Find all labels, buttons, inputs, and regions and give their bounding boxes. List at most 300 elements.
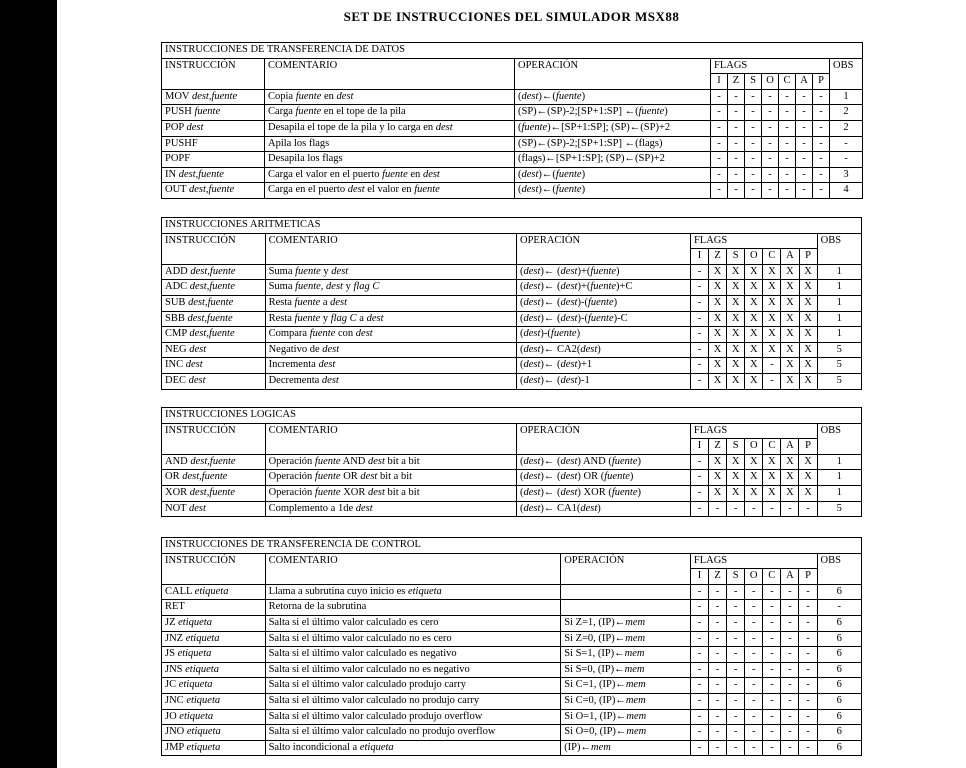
section-table-transferencia-datos xyxy=(161,42,863,199)
flag-cell-c: X xyxy=(763,311,781,327)
flag-cell-z: X xyxy=(709,470,727,486)
flag-cell-p: X xyxy=(799,358,817,374)
flag-cell-i: - xyxy=(690,600,708,616)
operation-cell: (dest)← (dest) AND (fuente) xyxy=(516,454,690,470)
comment-cell: Compara fuente con dest xyxy=(265,327,516,343)
flag-cell-s: X xyxy=(727,280,745,296)
flag-cell-z: X xyxy=(709,342,727,358)
comment-cell: Salta si el último valor calculado no es negativo xyxy=(265,662,561,678)
flag-name-o: O xyxy=(762,74,779,90)
flag-cell-a: X xyxy=(781,373,799,389)
flag-cell-o: X xyxy=(745,280,763,296)
operation-cell: Si S=0, (IP)←mem xyxy=(561,662,691,678)
obs-cell: - xyxy=(817,600,861,616)
operation-cell: Si C=1, (IP)←mem xyxy=(561,678,691,694)
flag-cell-s: X xyxy=(727,295,745,311)
comment-cell: Carga en el puerto dest el valor en fuente xyxy=(265,183,515,199)
obs-cell: 5 xyxy=(817,358,861,374)
operation-cell: Si Z=0, (IP)←mem xyxy=(561,631,691,647)
comment-cell: Desapila el tope de la pila y lo carga en dest xyxy=(265,120,515,136)
flag-cell-z: - xyxy=(728,120,745,136)
header-operacion: OPERACIÓN xyxy=(516,233,690,249)
flag-cell-z: - xyxy=(708,584,726,600)
flag-cell-z: X xyxy=(709,454,727,470)
header-row xyxy=(162,233,862,249)
flag-cell-a: - xyxy=(781,693,799,709)
flag-cell-a: - xyxy=(781,584,799,600)
flag-cell-p: - xyxy=(813,167,830,183)
obs-cell: 6 xyxy=(817,615,861,631)
flag-name-p: P xyxy=(813,74,830,90)
table-row xyxy=(162,280,862,296)
obs-cell: 6 xyxy=(817,693,861,709)
flag-cell-c: - xyxy=(779,120,796,136)
flag-cell-a: - xyxy=(781,501,799,517)
flag-cell-i: - xyxy=(690,470,708,486)
table-row xyxy=(162,647,862,663)
header-blank xyxy=(817,249,861,265)
instruction-cell: JZ etiqueta xyxy=(162,615,266,631)
flag-cell-o: X xyxy=(745,311,763,327)
flag-cell-i: - xyxy=(690,342,708,358)
flag-cell-s: X xyxy=(727,327,745,343)
flag-cell-p: - xyxy=(813,120,830,136)
comment-cell: Resta fuente y flag C a dest xyxy=(265,311,516,327)
flag-name-c: C xyxy=(763,439,781,455)
operation-cell: (IP)←mem xyxy=(561,740,691,756)
comment-cell: Salta si el último valor calculado produjo overflow xyxy=(265,709,561,725)
flag-cell-o: X xyxy=(745,454,763,470)
flag-cell-s: - xyxy=(745,120,762,136)
operation-cell: (dest)-(fuente) xyxy=(516,327,690,343)
flag-cell-i: - xyxy=(690,327,708,343)
instruction-cell: JNS etiqueta xyxy=(162,662,266,678)
obs-cell: 1 xyxy=(817,485,861,501)
instruction-cell: PUSHF xyxy=(162,136,265,152)
flag-cell-c: X xyxy=(763,485,781,501)
comment-cell: Copia fuente en dest xyxy=(265,89,515,105)
flag-cell-z: - xyxy=(708,631,726,647)
flag-name-o: O xyxy=(745,249,763,265)
flag-name-a: A xyxy=(781,249,799,265)
flag-cell-i: - xyxy=(690,295,708,311)
operation-cell: (dest)← CA1(dest) xyxy=(516,501,690,517)
flag-cell-p: - xyxy=(799,501,817,517)
section-title: INSTRUCCIONES ARITMETICAS xyxy=(162,218,862,234)
obs-cell: 6 xyxy=(817,725,861,741)
flag-cell-o: - xyxy=(762,120,779,136)
flag-cell-z: X xyxy=(709,485,727,501)
operation-cell: Si O=0, (IP)←mem xyxy=(561,725,691,741)
table-row xyxy=(162,470,862,486)
flag-cell-o: - xyxy=(762,89,779,105)
flag-cell-z: X xyxy=(709,358,727,374)
flag-cell-o: X xyxy=(745,327,763,343)
instruction-cell: IN dest,fuente xyxy=(162,167,265,183)
table-row xyxy=(162,136,863,152)
instruction-cell: JMP etiqueta xyxy=(162,740,266,756)
flag-cell-p: X xyxy=(799,373,817,389)
obs-cell: - xyxy=(830,152,863,168)
flag-cell-a: X xyxy=(781,485,799,501)
flag-cell-c: - xyxy=(763,584,781,600)
operation-cell: (dest)←(fuente) xyxy=(515,167,711,183)
header-blank xyxy=(516,439,690,455)
flag-cell-i: - xyxy=(711,167,728,183)
flag-cell-p: - xyxy=(799,693,817,709)
comment-cell: Salta si el último valor calculado es cero xyxy=(265,615,561,631)
table-row xyxy=(162,584,862,600)
flag-name-s: S xyxy=(727,249,745,265)
obs-cell: 1 xyxy=(817,264,861,280)
operation-cell: (dest)← (dest) OR (fuente) xyxy=(516,470,690,486)
flag-cell-c: - xyxy=(763,631,781,647)
flag-cell-z: - xyxy=(708,709,726,725)
flag-cell-p: - xyxy=(813,152,830,168)
header-flags: FLAGS xyxy=(690,233,817,249)
flag-cell-c: - xyxy=(763,501,781,517)
obs-cell: 1 xyxy=(817,280,861,296)
flag-cell-o: - xyxy=(745,615,763,631)
operation-cell: (SP)←(SP)-2;[SP+1:SP] ←(flags) xyxy=(515,136,711,152)
header-row xyxy=(162,553,862,569)
header-comentario: COMENTARIO xyxy=(265,233,516,249)
flag-cell-o: - xyxy=(745,678,763,694)
flag-name-a: A xyxy=(781,439,799,455)
flag-names-row xyxy=(162,249,862,265)
comment-cell: Desapila los flags xyxy=(265,152,515,168)
flag-name-z: Z xyxy=(709,249,727,265)
operation-cell xyxy=(561,600,691,616)
flag-name-i: I xyxy=(690,569,708,585)
instruction-cell: OR dest,fuente xyxy=(162,470,266,486)
obs-cell: 2 xyxy=(830,120,863,136)
flag-cell-s: - xyxy=(745,136,762,152)
flag-cell-s: - xyxy=(727,740,745,756)
table-row xyxy=(162,311,862,327)
flag-cell-z: X xyxy=(709,327,727,343)
instruction-cell: JS etiqueta xyxy=(162,647,266,663)
flag-cell-a: - xyxy=(796,136,813,152)
operation-cell: (SP)←(SP)-2;[SP+1:SP] ←(fuente) xyxy=(515,105,711,121)
flag-cell-i: - xyxy=(690,280,708,296)
obs-cell: 5 xyxy=(817,501,861,517)
flag-cell-o: - xyxy=(745,662,763,678)
flag-cell-p: - xyxy=(799,647,817,663)
table-row xyxy=(162,631,862,647)
table-row xyxy=(162,501,862,517)
header-blank xyxy=(162,569,266,585)
comment-cell: Carga fuente en el tope de la pila xyxy=(265,105,515,121)
table-row xyxy=(162,183,863,199)
flag-cell-c: X xyxy=(763,342,781,358)
flag-cell-a: X xyxy=(781,358,799,374)
flag-cell-o: X xyxy=(745,295,763,311)
flag-name-c: C xyxy=(779,74,796,90)
flag-cell-i: - xyxy=(690,709,708,725)
obs-cell: 2 xyxy=(830,105,863,121)
flag-cell-s: - xyxy=(727,615,745,631)
header-row xyxy=(162,58,863,74)
flag-cell-c: - xyxy=(779,105,796,121)
section-title-row xyxy=(162,408,862,424)
header-blank xyxy=(561,569,691,585)
flag-cell-i: - xyxy=(690,454,708,470)
flag-cell-i: - xyxy=(690,740,708,756)
flag-names-row xyxy=(162,74,863,90)
flag-cell-s: X xyxy=(727,373,745,389)
flag-cell-s: - xyxy=(745,167,762,183)
flag-cell-z: - xyxy=(728,105,745,121)
flag-cell-i: - xyxy=(690,693,708,709)
comment-cell: Resta fuente a dest xyxy=(265,295,516,311)
flag-cell-p: - xyxy=(813,183,830,199)
header-blank xyxy=(265,74,515,90)
comment-cell: Suma fuente, dest y flag C xyxy=(265,280,516,296)
operation-cell: (flags)←[SP+1:SP]; (SP)←(SP)+2 xyxy=(515,152,711,168)
flag-cell-p: - xyxy=(799,631,817,647)
flag-cell-c: - xyxy=(763,740,781,756)
flag-cell-s: - xyxy=(727,709,745,725)
comment-cell: Salta si el último valor calculado es negativo xyxy=(265,647,561,663)
flag-cell-o: X xyxy=(745,358,763,374)
flag-cell-i: - xyxy=(711,105,728,121)
flag-cell-i: - xyxy=(690,264,708,280)
flag-cell-z: - xyxy=(728,183,745,199)
operation-cell xyxy=(561,584,691,600)
header-blank xyxy=(265,569,561,585)
flag-cell-p: - xyxy=(799,709,817,725)
flag-cell-i: - xyxy=(690,373,708,389)
obs-cell: 6 xyxy=(817,584,861,600)
instruction-cell: RET xyxy=(162,600,266,616)
flag-cell-a: - xyxy=(796,105,813,121)
table-row xyxy=(162,678,862,694)
operation-cell: (dest)← (dest)+1 xyxy=(516,358,690,374)
obs-cell: 6 xyxy=(817,678,861,694)
flag-cell-a: X xyxy=(781,311,799,327)
flag-cell-c: - xyxy=(779,152,796,168)
flag-cell-a: - xyxy=(781,631,799,647)
operation-cell: (dest)←(fuente) xyxy=(515,183,711,199)
operation-cell: (fuente)←[SP+1:SP]; (SP)←(SP)+2 xyxy=(515,120,711,136)
section-table-aritmeticas xyxy=(161,217,862,390)
header-operacion: OPERACIÓN xyxy=(561,553,691,569)
header-obs: OBS xyxy=(817,423,861,439)
section-title: INSTRUCCIONES DE TRANSFERENCIA DE CONTROL xyxy=(162,538,862,554)
instruction-cell: PUSH fuente xyxy=(162,105,265,121)
table-row xyxy=(162,454,862,470)
flag-cell-i: - xyxy=(711,89,728,105)
flag-cell-c: X xyxy=(763,454,781,470)
obs-cell: 6 xyxy=(817,740,861,756)
instruction-cell: JNZ etiqueta xyxy=(162,631,266,647)
flag-cell-p: X xyxy=(799,264,817,280)
flag-cell-s: X xyxy=(727,311,745,327)
flag-names-row xyxy=(162,439,862,455)
header-blank xyxy=(817,569,861,585)
flag-cell-p: X xyxy=(799,485,817,501)
table-row xyxy=(162,120,863,136)
obs-cell: 5 xyxy=(817,373,861,389)
flag-cell-c: - xyxy=(763,678,781,694)
obs-cell: 6 xyxy=(817,662,861,678)
table-row xyxy=(162,295,862,311)
flag-cell-c: - xyxy=(763,709,781,725)
flag-cell-o: X xyxy=(745,373,763,389)
section-title-row xyxy=(162,538,862,554)
left-black-margin xyxy=(0,0,57,768)
flag-cell-s: X xyxy=(727,485,745,501)
section-table-logicas xyxy=(161,407,862,517)
instruction-cell: OUT dest,fuente xyxy=(162,183,265,199)
operation-cell: (dest)← (dest)-(fuente) xyxy=(516,295,690,311)
table-row xyxy=(162,358,862,374)
flag-cell-s: X xyxy=(727,358,745,374)
header-blank xyxy=(162,439,266,455)
flag-cell-o: - xyxy=(745,693,763,709)
flag-cell-o: X xyxy=(745,470,763,486)
header-comentario: COMENTARIO xyxy=(265,58,515,74)
flag-cell-o: - xyxy=(745,501,763,517)
flag-cell-c: X xyxy=(763,280,781,296)
flag-name-a: A xyxy=(781,569,799,585)
operation-cell: Si O=1, (IP)←mem xyxy=(561,709,691,725)
flag-cell-c: - xyxy=(763,647,781,663)
flag-cell-o: - xyxy=(745,709,763,725)
flag-cell-s: - xyxy=(745,105,762,121)
flag-cell-a: X xyxy=(781,454,799,470)
flag-cell-p: X xyxy=(799,280,817,296)
comment-cell: Incrementa dest xyxy=(265,358,516,374)
flag-cell-p: - xyxy=(799,678,817,694)
flag-cell-s: - xyxy=(745,152,762,168)
obs-cell: 3 xyxy=(830,167,863,183)
flag-cell-s: - xyxy=(727,725,745,741)
table-row xyxy=(162,105,863,121)
operation-cell: (dest)←(fuente) xyxy=(515,89,711,105)
instruction-cell: ADC dest,fuente xyxy=(162,280,266,296)
instruction-cell: JC etiqueta xyxy=(162,678,266,694)
flag-name-s: S xyxy=(727,439,745,455)
flag-cell-i: - xyxy=(690,678,708,694)
flag-cell-z: - xyxy=(728,136,745,152)
obs-cell: 6 xyxy=(817,647,861,663)
header-instruccion: INSTRUCCIÓN xyxy=(162,423,266,439)
flag-cell-s: - xyxy=(727,693,745,709)
flag-cell-o: - xyxy=(745,600,763,616)
flag-cell-z: - xyxy=(708,615,726,631)
operation-cell: Si Z=1, (IP)←mem xyxy=(561,615,691,631)
flag-name-i: I xyxy=(711,74,728,90)
flag-cell-s: - xyxy=(727,647,745,663)
flag-names-row xyxy=(162,569,862,585)
flag-cell-s: X xyxy=(727,454,745,470)
flag-cell-o: - xyxy=(762,136,779,152)
flag-cell-a: X xyxy=(781,280,799,296)
flag-cell-i: - xyxy=(690,647,708,663)
flag-cell-s: - xyxy=(745,89,762,105)
flag-cell-o: - xyxy=(762,105,779,121)
instruction-cell: POPF xyxy=(162,152,265,168)
comment-cell: Salta si el último valor calculado no produjo carry xyxy=(265,693,561,709)
flag-cell-c: - xyxy=(763,615,781,631)
instruction-cell: ADD dest,fuente xyxy=(162,264,266,280)
flag-cell-s: - xyxy=(727,600,745,616)
comment-cell: Complemento a 1de dest xyxy=(265,501,516,517)
flag-cell-i: - xyxy=(690,311,708,327)
section-title: INSTRUCCIONES LOGICAS xyxy=(162,408,862,424)
flag-cell-c: - xyxy=(763,693,781,709)
comment-cell: Apila los flags xyxy=(265,136,515,152)
table-row xyxy=(162,693,862,709)
header-obs: OBS xyxy=(830,58,863,74)
flag-cell-c: - xyxy=(763,373,781,389)
flag-cell-z: - xyxy=(728,152,745,168)
obs-cell: 1 xyxy=(817,470,861,486)
flag-cell-z: - xyxy=(708,662,726,678)
flag-cell-z: - xyxy=(708,600,726,616)
flag-cell-o: X xyxy=(745,342,763,358)
flag-cell-i: - xyxy=(711,136,728,152)
table-row xyxy=(162,152,863,168)
flag-cell-i: - xyxy=(711,152,728,168)
comment-cell: Salta si el último valor calculado produjo carry xyxy=(265,678,561,694)
header-blank xyxy=(817,439,861,455)
flag-cell-z: X xyxy=(709,280,727,296)
flag-name-p: P xyxy=(799,439,817,455)
comment-cell: Salta si el último valor calculado no es cero xyxy=(265,631,561,647)
flag-cell-a: X xyxy=(781,342,799,358)
instruction-cell: INC dest xyxy=(162,358,266,374)
flag-name-o: O xyxy=(745,439,763,455)
comment-cell: Operación fuente OR dest bit a bit xyxy=(265,470,516,486)
section-table-transferencia-control xyxy=(161,537,862,756)
obs-cell: 1 xyxy=(830,89,863,105)
table-row xyxy=(162,89,863,105)
flag-cell-c: - xyxy=(779,136,796,152)
flag-cell-p: - xyxy=(813,89,830,105)
flag-cell-c: - xyxy=(763,600,781,616)
operation-cell: (dest)← (dest)+(fuente)+C xyxy=(516,280,690,296)
operation-cell: Si C=0, (IP)←mem xyxy=(561,693,691,709)
table-row xyxy=(162,709,862,725)
table-row xyxy=(162,342,862,358)
obs-cell: 1 xyxy=(817,295,861,311)
operation-cell: (dest)← (dest) XOR (fuente) xyxy=(516,485,690,501)
flag-cell-i: - xyxy=(690,358,708,374)
flag-cell-c: X xyxy=(763,470,781,486)
flag-cell-s: - xyxy=(727,662,745,678)
flag-cell-a: - xyxy=(781,647,799,663)
flag-cell-s: - xyxy=(745,183,762,199)
flag-cell-o: X xyxy=(745,485,763,501)
obs-cell: 4 xyxy=(830,183,863,199)
table-row xyxy=(162,327,862,343)
instruction-cell: JO etiqueta xyxy=(162,709,266,725)
comment-cell: Carga el valor en el puerto fuente en dest xyxy=(265,167,515,183)
header-blank xyxy=(162,74,265,90)
flag-cell-z: - xyxy=(708,740,726,756)
flag-cell-i: - xyxy=(711,120,728,136)
instruction-cell: CMP dest,fuente xyxy=(162,327,266,343)
flag-cell-a: X xyxy=(781,327,799,343)
flag-cell-o: - xyxy=(762,152,779,168)
flag-cell-c: X xyxy=(763,264,781,280)
flag-cell-p: - xyxy=(799,584,817,600)
comment-cell: Decrementa dest xyxy=(265,373,516,389)
instruction-cell: JNC etiqueta xyxy=(162,693,266,709)
